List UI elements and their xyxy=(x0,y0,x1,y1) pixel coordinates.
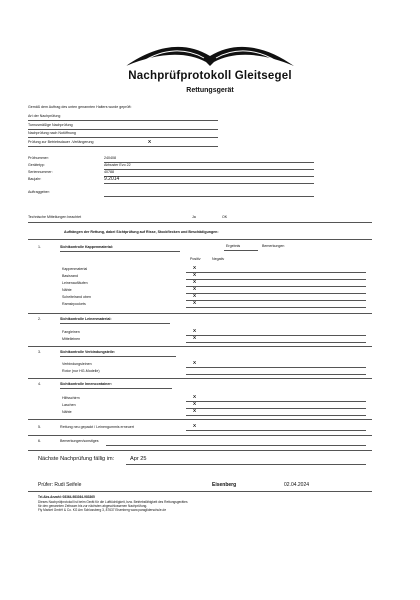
mark-mittelleinen: X xyxy=(193,335,197,340)
field-value-baujahr: 9.2014 xyxy=(104,176,120,182)
footer-line-1: Tel.Abs.Anzahl: 08364-983364-983365 xyxy=(38,495,95,499)
mark-leinenauflaeufen: X xyxy=(193,279,197,284)
field-value-geraetetyp: Airbuster Evo 22 xyxy=(104,163,131,167)
item-scheitelrand: Scheitelrand oben xyxy=(62,295,91,299)
section-5-title: Rettung neu gepackt / Leinengummis erneuert xyxy=(60,425,134,429)
section-2-number: 2. xyxy=(38,317,41,321)
next-check-value: Apr 25 xyxy=(130,456,147,462)
technical-ok: OK xyxy=(222,215,228,219)
section-1-title: Sichtkontrolle Kappenmaterial: xyxy=(60,245,114,249)
mark-basisrand: X xyxy=(193,272,197,277)
document-subtitle: Rettungsgerät xyxy=(186,87,234,94)
section-6-title: Bemerkungen/sonstiges xyxy=(60,439,99,443)
check-mark-betriebsdauer: X xyxy=(148,139,152,144)
item-rotor: Rotor (nur HG-Modelle) xyxy=(62,369,100,373)
mark-fangleinen: X xyxy=(193,328,197,333)
mark-laschen: X xyxy=(193,401,197,406)
mark-hilfsschirm: X xyxy=(193,394,197,399)
check-type-turnus: Turnusmäßige Nachprüfung xyxy=(28,123,73,127)
section-1-col-remarks: Bemerkungen xyxy=(262,244,285,248)
section-3-number: 3. xyxy=(38,350,41,354)
section-5-number: 5. xyxy=(38,425,41,429)
footer-line-4: Fly Market GmbH & Co. KG Am Schlossberg 3, 87637 Eisenberg www.paragliderschule.de xyxy=(38,508,167,512)
technical-ja: Ja xyxy=(192,215,196,219)
footer-line-3: für den genannten Zeitraum bis zur nächsten abgeschlossenen Nachprüfung. xyxy=(38,504,148,508)
section-3-title: Sichtkontrolle Verbindungsteile: xyxy=(60,350,116,354)
field-label-seriennummer: Seriennummer: xyxy=(28,170,53,174)
footer-line-2: Dieses Nachprüfprotokoll ist beim Gerät für die Lufttüchtigkeit, bzw. Betriebsfähigkeit des Rettungsgerätes xyxy=(38,500,188,504)
mark-ramsirpockets: X xyxy=(193,300,197,305)
item-hilfsschirm: Hilfsschirm xyxy=(62,396,80,400)
section-1-col-positive: Positiv xyxy=(190,257,201,261)
mark-naehte: X xyxy=(193,286,197,291)
check-type-betriebsdauer: Prüfung zur Betriebsdauer -Verlängerung xyxy=(28,140,94,144)
item-laschen: Laschen xyxy=(62,403,76,407)
field-label-auftraggeber: Auftraggeber: xyxy=(28,190,50,194)
signature-date: 02.04.2024 xyxy=(284,482,310,488)
section-4-title: Sichtkontrolle Innencontainer: xyxy=(60,382,112,386)
technical-label: Technische Mitteilungen beachtet xyxy=(28,215,82,219)
field-value-seriennummer: 40788 xyxy=(104,170,114,174)
mark-kappenmaterial: X xyxy=(193,265,197,270)
mark-verbindungsleinen: X xyxy=(193,360,197,365)
section-1-col-negative: Negativ xyxy=(212,257,225,261)
item-verbindungsleinen: Verbindungsleinen xyxy=(62,362,92,366)
section-4-number: 4. xyxy=(38,382,41,386)
document-title: Nachprüfprotokoll Gleitsegel xyxy=(128,70,292,82)
mark-scheitelrand: X xyxy=(193,293,197,298)
mark-repacked: X xyxy=(193,423,197,428)
item-mittelleinen: Mittelleinen xyxy=(62,337,81,341)
item-ramsirpockets: Ramsirpockets xyxy=(62,302,86,306)
item-leinenauflaeufen: Leinenaufläufen xyxy=(62,281,88,285)
check-type-notoeffnung: Nachprüfung nach Notöffnung xyxy=(28,131,76,135)
section-6-number: 6. xyxy=(38,439,41,443)
item-fangleinen: Fangleinen xyxy=(62,330,80,334)
next-check-label: Nächste Nachprüfung fällig im: xyxy=(38,456,115,462)
section-1-number: 1. xyxy=(38,245,41,249)
wings-logo-icon xyxy=(124,36,296,70)
item-naehte-container: Nähte xyxy=(62,410,72,414)
field-label-pruefnummer: Prüfnummer: xyxy=(28,156,49,160)
mark-naehte-container: X xyxy=(193,408,197,413)
signature-place: Eisenberg xyxy=(212,482,237,488)
item-basisrand: Basisrand xyxy=(62,274,78,278)
inspection-heading: Aufhängen der Rettung, dabei Sichtprüfung auf Risse, Stockflecken und Beschädigungen: xyxy=(64,230,219,234)
item-naehte: Nähte xyxy=(62,288,72,292)
section-2-title: Sichtkontrolle Leinenmaterial: xyxy=(60,317,112,321)
check-type-art: Art der Nachprüfung xyxy=(28,114,61,118)
section-1-col-result: Ergebnis xyxy=(226,244,241,248)
field-label-baujahr: Baujahr: xyxy=(28,177,42,181)
item-kappenmaterial: Kappenmaterial xyxy=(62,267,88,271)
intro-text: Gemäß dem Auftrag des unten genannten Halters wurde geprüft: xyxy=(28,105,132,109)
examiner-name: Prüfer: Rudi Seifele xyxy=(38,482,82,488)
field-label-geraetetyp: Gerätetyp: xyxy=(28,163,45,167)
field-value-pruefnummer: 240408 xyxy=(104,156,116,160)
